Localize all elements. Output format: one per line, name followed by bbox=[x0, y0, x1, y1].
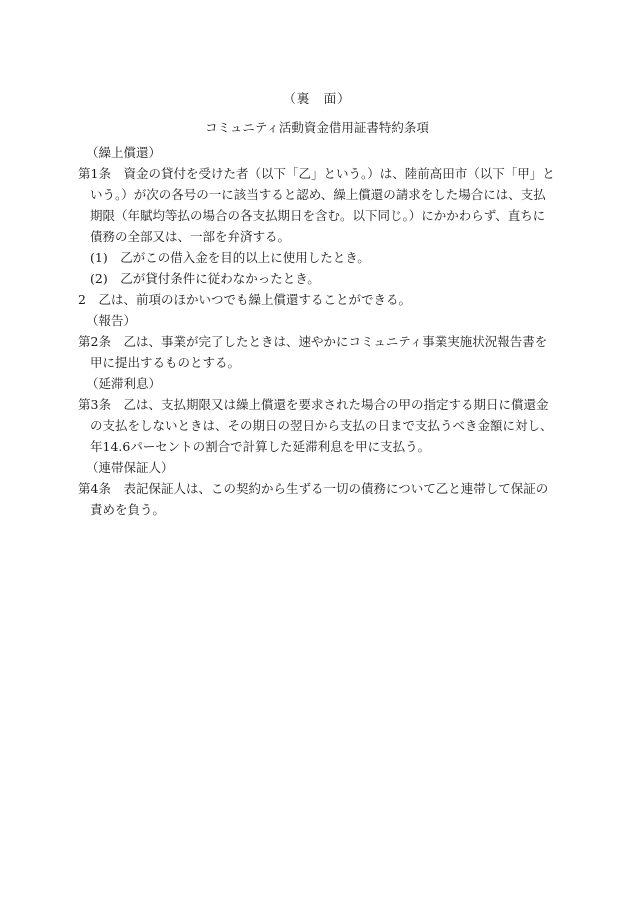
article-1: 第1条 資金の貸付を受けた者（以下「乙」という。）は、陸前高田市（以下「甲」という。）が次の各号の一に該当すると認め、繰上償還の請求をした場合には、支払期限（年賦均等払の場合の各支払期日を含む。以下同じ。）にかかわらず、直ちに債務の全部又は、一部を弁済する。 bbox=[78, 166, 555, 244]
section-report bbox=[78, 310, 556, 373]
article-2: 第2条 乙は、事業が完了したときは、速やかにコミュニティ事業実施状況報告書を甲に提出するものとする。 bbox=[78, 334, 548, 370]
section-heading: （連帯保証人） bbox=[86, 460, 174, 475]
article-1-item-1: (1) 乙がこの借入金を目的以上に使用したとき。 bbox=[90, 250, 370, 265]
section-heading: （報告） bbox=[86, 313, 137, 328]
article-1-item-2: (2) 乙が貸付条件に従わなかったとき。 bbox=[90, 271, 320, 286]
article-3: 第3条 乙は、支払期限又は繰上償還を要求された場合の甲の指定する期日に償還金の支払をしないときは、その期日の翌日から支払の日まで支払うべき金額に対し、年14.6パーセントの割合で計算した延滞利息を甲に支払う。 bbox=[78, 397, 553, 454]
article-4: 第4条 表記保証人は、この契約から生ずる一切の債務について乙と連帯して保証の責めを負う。 bbox=[78, 481, 549, 517]
section-late-interest bbox=[78, 373, 556, 457]
section-early-repayment bbox=[78, 142, 556, 310]
side-label: （裏 面） bbox=[283, 91, 351, 106]
section-heading: （繰上償還） bbox=[86, 145, 162, 160]
document-page bbox=[78, 88, 556, 520]
article-1-paragraph-2: 2 乙は、前項のほかいつでも繰上償還することができる。 bbox=[78, 292, 411, 307]
document-title: コミュニティ活動資金借用証書特約条項 bbox=[205, 120, 429, 135]
section-heading: （延滞利息） bbox=[86, 376, 162, 391]
section-joint-guarantor bbox=[78, 457, 556, 520]
